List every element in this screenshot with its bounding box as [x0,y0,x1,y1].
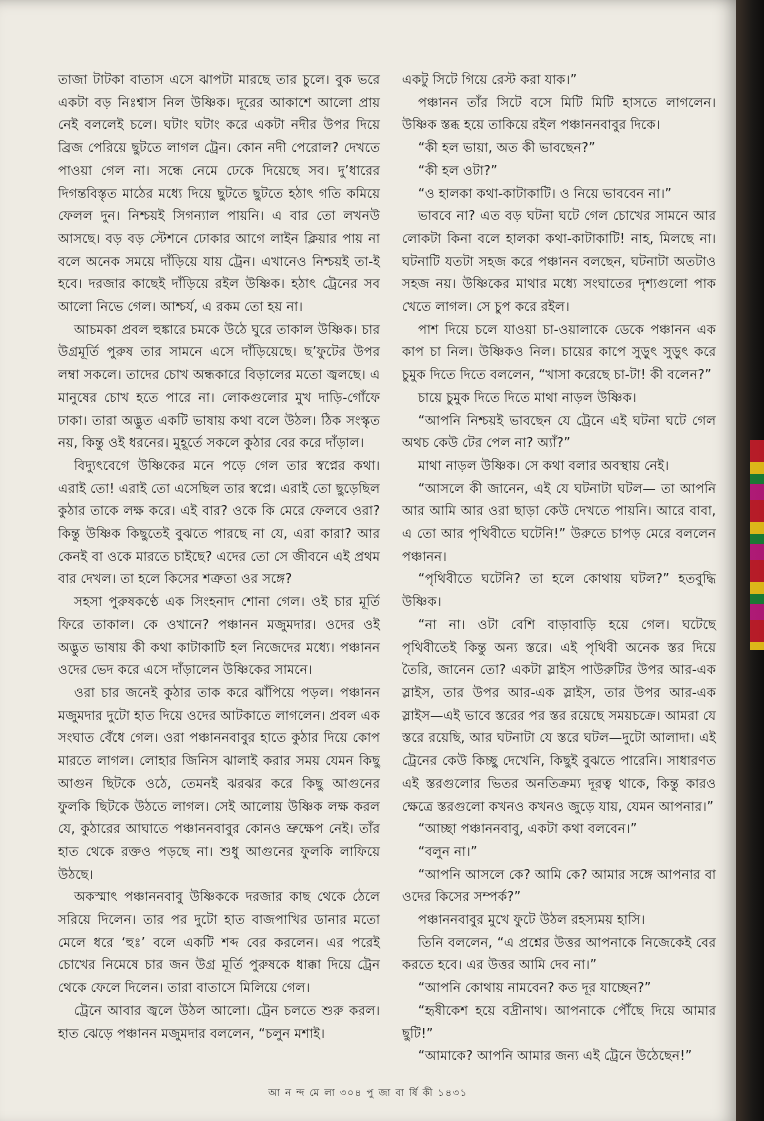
paragraph: চায়ে চুমুক দিতে দিতে মাথা নাড়ল উষ্ণিক। [418,390,637,406]
paragraph: তাজা টাটকা বাতাস এসে ঝাপটা মারছে তার চুলে। বুক ভরে একটা বড় নিঃশ্বাস নিল উষ্ণিক। দূরের আকাশে আলো প্রায় নেই বললেই চলে। ঘটাং ঘটাং করে একটা নদীর উপর দিয়ে ব্রিজ পেরিয়ে ছুটতে লাগল ট্রেন। কোন নদী পেরোল? দেখতে পাওয়া গেল না। সন্ধে নেমে ঢেকে দিয়েছে সব। দু’ধারের দিগন্তবিস্তৃত মাঠের মধ্যে দিয়ে ছুটতে ছুটতে হঠাৎ গতি কমিয়ে ফেলল দুন। নিশ্চয়ই সিগন্যাল পায়নি। এ বার তো লখনউ আসছে। বড় বড় স্টেশনে ঢোকার আগে লাইন ক্লিয়ার পায় না বলে অনেক সময়ে দাঁড়িয়ে যায় ট্রেন। এখানেও নিশ্চয়ই তা-ই হবে। দরজার কাছেই দাঁড়িয়ে রইল উষ্ণিক। হঠাৎ ট্রেনের সব আলো নিভে গেল। আশ্চর্য, এ রকম তো হয় না। [58,73,380,316]
paragraph: সহসা পুরুষকণ্ঠে এক সিংহনাদ শোনা গেল। ওই চার মূর্তি ফিরে তাকাল। কে ওখানে? পঞ্চানন মজুমদার। ওদের ওই অদ্ভুত ভাষায় কী কথা কাটাকাটি হল নিজেদের মধ্যে। পঞ্চানন ওদের ভেদ করে এসে দাঁড়ালেন উষ্ণিকের সামনে। [58,595,380,679]
paragraph: “কী হল ভায়া, অত কী ভাবছেন?” [418,141,596,157]
paragraph: “আমাকে? আপনি আমার জন্য এই ট্রেনে উঠেছেন!” [418,1049,692,1065]
paragraph: মাথা নাড়ল উষ্ণিক। সে কথা বলার অবস্থায় নেই। [418,458,670,474]
right-text-column [402,70,716,1069]
paragraph: “আচ্ছা পঞ্চাননবাবু, একটা কথা বলবেন।” [418,822,638,838]
paragraph: আচমকা প্রবল হুঙ্কারে চমকে উঠে ঘুরে তাকাল উষ্ণিক। চার উগ্রমূর্তি পুরুষ তার সামনে এসে দাঁড়িয়েছে। ছ’ফুটের উপর লম্বা সকলে। তাদের চোখ অন্ধকারে বিড়ালের মতো জ্বলছে। এ মানুষের চোখ হতে পারে না। লোকগুলোর মুখ দাড়ি-গোঁফে ঢাকা। তারা অদ্ভুত একটি ভাষায় কথা বলে উঠল। ঠিক সংস্কৃত নয়, কিন্তু ওই ধরনের। মুহূর্তে সকলে কুঠার বের করে দাঁড়াল। [58,322,380,452]
paragraph: “আপনি নিশ্চয়ই ভাবছেন যে ট্রেনে এই ঘটনা ঘটে গেল অথচ কেউ টের পেল না? অ্যাঁ?” [402,413,716,452]
paragraph: “আসলে কী জানেন, এই যে ঘটনাটা ঘটল— তা আপনি আর আমি আর ওরা ছাড়া কেউ দেখতে পায়নি। আরে বাবা, এ তো আর পৃথিবীতে ঘটেনি!” উরুতে চাপড় মেরে বললেন পঞ্চানন। [402,481,716,565]
paragraph: “না না। ওটা বেশি বাড়াবাড়ি হয়ে গেল। ঘটেছে পৃথিবীতেই কিন্তু অন্য স্তরে। এই পৃথিবী অনেক স্তর দিয়ে তৈরি, জানেন তো? একটা স্লাইস পাউরুটির উপর আর-এক স্লাইস, তার উপর আর-এক স্লাইস, তার উপর আর-এক স্লাইস—এই ভাবে স্তরের পর স্তর রয়েছে সময়চক্রে। আমরা যে স্তরে রয়েছি, আর ঘটনাটা যে স্তরে ঘটল—দুটো আলাদা। এই ট্রেনের কেউ কিচ্ছু দেখেনি, কিছুই বুঝতে পারেনি। সাধারণত এই স্তরগুলোর ভিতর অনতিক্রম্য দূরত্ব থাকে, কিন্তু কারও ক্ষেত্রে স্তরগুলো কখনও কখনও জুড়ে যায়, যেমন আপনার।” [402,617,716,815]
paragraph: অকস্মাৎ পঞ্চাননবাবু উষ্ণিককে দরজার কাছ থেকে ঠেলে সরিয়ে দিলেন। তার পর দুটো হাত বাজপাখির ডানার মতো মেলে ধরে ‘হুঃ’ বলে একটি শব্দ বের করলেন। এর পরেই চোখের নিমেষে চার জন উগ্র মূর্তি পুরুষকে ধাক্কা দিয়ে ট্রেন থেকে ফেলে দিলেন। তারা বাতাসে মিলিয়ে গেল। [58,890,380,997]
paragraph: পাশ দিয়ে চলে যাওয়া চা-ওয়ালাকে ডেকে পঞ্চানন এক কাপ চা নিল। উষ্ণিকও নিল। চায়ের কাপে সুড়ুৎ সুড়ুৎ করে চুমুক দিতে দিতে বললেন, “খাসা করেছে চা-টা! কী বলেন?” [402,322,716,384]
paragraph: পঞ্চাননবাবুর মুখে ফুটে উঠল রহস্যময় হাসি। [418,913,646,929]
paragraph: “আপনি কোথায় নামবেন? কত দূর যাচ্ছেন?” [418,981,652,997]
paragraph: “হৃষীকেশ হয়ে বদ্রীনাথ। আপনাকে পৌঁছে দিয়ে আমার ছুটি!” [402,1003,716,1042]
paragraph: ওরা চার জনেই কুঠার তাক করে ঝাঁপিয়ে পড়ল। পঞ্চানন মজুমদার দুটো হাত দিয়ে ওদের আটকাতে লাগলেন। প্রবল এক সংঘাত বেঁধে গেল। ওরা পঞ্চাননবাবুর হাতে কুঠার দিয়ে কোপ মারতে লাগল। লোহার জিনিস ঝালাই করার সময় যেমন কিছু আগুন ছিটকে ওঠে, তেমনই ঝরঝর করে কিছু আগুনের ফুলকি ছিটকে উঠতে লাগল। সেই আলোয় উষ্ণিক লক্ষ করল যে, কুঠারের আঘাতে পঞ্চাননবাবুর কোনও ভ্রুক্ষেপ নেই। তাঁর হাত থেকে রক্তও পড়ছে না। শুধু আগুনের ফুলকি লাফিয়ে উঠছে। [58,685,380,883]
next-page-edge [750,440,764,650]
paragraph: ট্রেনে আবার জ্বলে উঠল আলো। ট্রেন চলতে শুরু করল। হাত ঝেড়ে পঞ্চানন মজুমদার বললেন, “চলুন মশাই। [58,1003,380,1042]
paragraph: পঞ্চানন তাঁর সিটে বসে মিটি মিটি হাসতে লাগলেন। উষ্ণিক স্তব্ধ হয়ে তাকিয়ে রইল পঞ্চাননবাবুর দিকে। [402,95,716,134]
paragraph: “কী হল ওটা?” [418,163,498,179]
paragraph: “পৃথিবীতে ঘটেনি? তা হলে কোথায় ঘটল?” হতবুদ্ধি উষ্ণিক। [402,572,716,611]
paragraph: “বলুন না।” [418,844,478,860]
left-text-column [58,70,380,1046]
paragraph: ভাববে না? এত বড় ঘটনা ঘটে গেল চোখের সামনে আর লোকটা কিনা বলে হালকা কথা-কাটাকাটি! নাহ, মিলছে না। ঘটনাটি যতটা সহজ করে পঞ্চানন বলছেন, ঘটনাটা অতটাও সহজ নয়। উষ্ণিকের মাথার মধ্যে সংঘাতের দৃশ্যগুলো পাক খেতে লাগল। সে চুপ করে রইল। [402,209,716,316]
paragraph: “আপনি আসলে কে? আমি কে? আমার সঙ্গে আপনার বা ওদের কিসের সম্পর্ক?” [402,867,716,906]
paragraph: তিনি বললেন, “এ প্রশ্নের উত্তর আপনাকে নিজেকেই বের করতে হবে। এর উত্তর আমি দেব না।” [402,935,716,974]
page-footer: আ ন ন্দ মে লা ৩০৪ পু জা বা র্ষি কী ১৪৩১ [268,1088,468,1099]
paragraph: “ও হালকা কথা-কাটাকাটি। ও নিয়ে ভাববেন না।” [418,186,672,202]
paragraph: একটু সিটে গিয়ে রেস্ট করা যাক।” [402,73,577,88]
paragraph: বিদ্যুৎবেগে উষ্ণিকের মনে পড়ে গেল তার স্বপ্নের কথা। এরাই তো! এরাই তো এসেছিল তার স্বপ্নে। এরাই তো ছুড়েছিল কুঠার তাকে লক্ষ করে। এই বার? ওকে কি মেরে ফেলবে ওরা? কিন্তু উষ্ণিক কিছুতেই বুঝতে পারছে না যে, এরা কারা? আর কেনই বা ওকে মারতে চাইছে? এদের তো সে জীবনে এই প্রথম বার দেখল। তা হলে কিসের শত্রুতা ওর সঙ্গে? [58,458,380,588]
